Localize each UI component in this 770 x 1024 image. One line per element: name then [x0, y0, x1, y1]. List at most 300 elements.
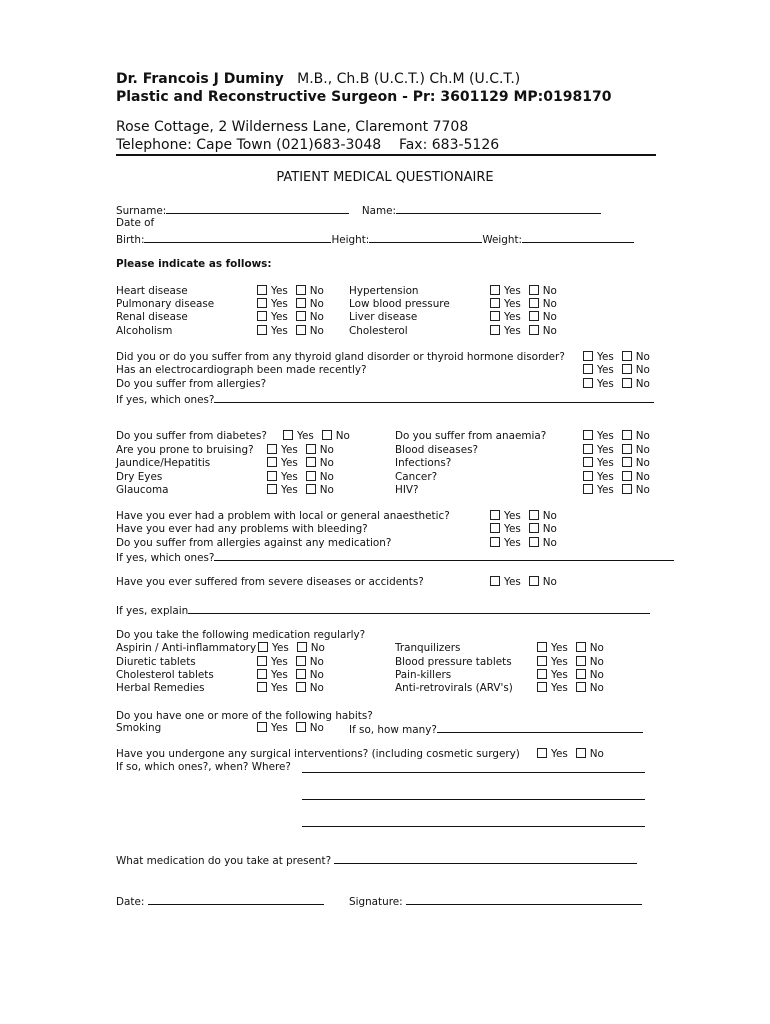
medication-allergy-field[interactable] [214, 550, 674, 561]
question-label: Has an electrocardiograph been made recently? [116, 364, 367, 376]
checkbox-icon[interactable] [576, 656, 586, 666]
checkbox-icon[interactable] [537, 656, 547, 666]
section1-left-1-yes-option[interactable] [257, 298, 288, 311]
address-line: Rose Cottage, 2 Wilderness Lane, Claremont 7708 [116, 119, 469, 135]
section2-2-yes-option[interactable] [583, 378, 614, 391]
contact-line [116, 137, 499, 153]
surgery-followup-row: If so, which ones?, when? Where? [116, 761, 291, 773]
checkbox-icon[interactable] [583, 471, 593, 481]
checkbox-icon[interactable] [267, 484, 277, 494]
section1-right-3-options [490, 325, 557, 338]
checkbox-icon[interactable] [529, 285, 539, 295]
section5-yes-label: Yes [504, 576, 521, 588]
section1-right-2-yes-option[interactable] [490, 311, 521, 324]
medication-label: Herbal Remedies [116, 682, 205, 694]
surgery-line-3[interactable] [302, 816, 645, 827]
section6-left-0-options [258, 642, 325, 655]
section1-left-1-no-label: No [309, 298, 324, 310]
checkbox-icon[interactable] [583, 364, 593, 374]
checkbox-icon[interactable] [267, 471, 277, 481]
checkbox-icon[interactable] [296, 682, 306, 692]
section7-smoking-yes-label: Yes [271, 722, 288, 734]
question-label: Have you ever had a problem with local or general anaesthetic? [116, 510, 450, 522]
checkbox-icon[interactable] [258, 642, 268, 652]
medication-label: Blood pressure tablets [395, 656, 512, 668]
section6-left-2-yes-option[interactable] [257, 669, 288, 682]
section3-left-0-options [283, 430, 350, 443]
checkbox-icon[interactable] [529, 537, 539, 547]
section4-0-yes-option[interactable] [490, 510, 521, 523]
how-many-row [349, 722, 643, 737]
section6-right-2-yes-option[interactable] [537, 669, 568, 682]
checkbox-icon[interactable] [576, 682, 586, 692]
checkbox-icon[interactable] [257, 311, 267, 321]
section6-left-3-yes-label: Yes [271, 682, 288, 694]
medication-label: Aspirin / Anti-inflammatory [116, 642, 257, 654]
checkbox-icon[interactable] [622, 378, 632, 388]
section6-left-2-no-option[interactable] [296, 669, 324, 682]
date-field[interactable] [148, 894, 324, 905]
checkbox-icon[interactable] [296, 285, 306, 295]
section1-left-0-yes-label: Yes [271, 285, 288, 297]
doctor-qualifications: M.B., Ch.B (U.C.T.) Ch.M (U.C.T.) [297, 71, 521, 87]
habits-heading: Do you have one or more of the following habits? [116, 710, 373, 722]
fax: Fax: 683-5126 [398, 137, 500, 153]
checkbox-icon[interactable] [529, 510, 539, 520]
condition-label: Renal disease [116, 311, 188, 323]
section4-0-options [490, 510, 557, 523]
section4-1-no-option[interactable] [529, 523, 557, 536]
section2-1-no-label: No [635, 364, 650, 376]
section1-left-2-no-option[interactable] [296, 311, 324, 324]
condition-label: Hypertension [349, 285, 419, 297]
section3-right-2-yes-label: Yes [597, 457, 614, 469]
section1-left-3-options [257, 325, 324, 338]
checkbox-icon[interactable] [306, 484, 316, 494]
checkbox-icon[interactable] [306, 444, 316, 454]
instructions: Please indicate as follows: [116, 258, 272, 270]
section3-right-2-no-option[interactable] [622, 457, 650, 470]
section4-1-yes-label: Yes [504, 523, 521, 535]
section7-smoking-no-option[interactable] [296, 722, 324, 735]
section3-left-1-yes-label: Yes [281, 444, 298, 456]
checkbox-icon[interactable] [576, 642, 586, 652]
section1-right-3-no-option[interactable] [529, 325, 557, 338]
current-medication-row: What medication do you take at present? [116, 853, 637, 868]
checkbox-icon[interactable] [267, 444, 277, 454]
checkbox-icon[interactable] [583, 430, 593, 440]
section6-left-1-options [257, 656, 324, 669]
section6-left-1-yes-option[interactable] [257, 656, 288, 669]
section1-right-0-yes-label: Yes [504, 285, 521, 297]
section4-1-yes-option[interactable] [490, 523, 521, 536]
section6-left-2-no-label: No [309, 669, 324, 681]
section3-left-0-yes-label: Yes [297, 430, 314, 442]
section6-right-3-no-option[interactable] [576, 682, 604, 695]
section6-right-2-yes-label: Yes [551, 669, 568, 681]
section8-yes-label: Yes [551, 748, 568, 760]
question-label: Do you suffer from allergies? [116, 378, 267, 390]
section6-right-3-yes-option[interactable] [537, 682, 568, 695]
section3-right-1-options [583, 444, 650, 457]
current-medication-field[interactable] [334, 853, 637, 864]
section4-2-yes-label: Yes [504, 537, 521, 549]
section3-right-1-no-label: No [635, 444, 650, 456]
section7-smoking-yes-option[interactable] [257, 722, 288, 735]
checkbox-icon[interactable] [576, 669, 586, 679]
section1-right-1-options [490, 298, 557, 311]
checkbox-icon[interactable] [537, 642, 547, 652]
section3-left-1-no-option[interactable] [306, 444, 334, 457]
section3-right-4-no-option[interactable] [622, 484, 650, 497]
checkbox-icon[interactable] [296, 656, 306, 666]
section3-right-2-options [583, 457, 650, 470]
section3-left-4-options [267, 484, 334, 497]
section3-left-3-options [267, 471, 334, 484]
checkbox-icon[interactable] [296, 722, 306, 732]
condition-label: Liver disease [349, 311, 418, 323]
checkbox-icon[interactable] [257, 656, 267, 666]
section1-left-3-no-label: No [309, 325, 324, 337]
checkbox-icon[interactable] [576, 748, 586, 758]
section3-right-3-no-label: No [635, 471, 650, 483]
section3-right-0-no-option[interactable] [622, 430, 650, 443]
checkbox-icon[interactable] [622, 351, 632, 361]
checkbox-icon[interactable] [490, 510, 500, 520]
section3-right-3-yes-label: Yes [597, 471, 614, 483]
section6-right-0-yes-option[interactable] [537, 642, 568, 655]
medication-label: Pain-killers [395, 669, 452, 681]
checkbox-icon[interactable] [622, 457, 632, 467]
birth-field[interactable] [144, 232, 331, 243]
section1-left-3-no-option[interactable] [296, 325, 324, 338]
allergies-field[interactable] [214, 392, 654, 403]
section1-left-2-yes-option[interactable] [257, 311, 288, 324]
section1-left-0-no-option[interactable] [296, 285, 324, 298]
section3-left-1-yes-option[interactable] [267, 444, 298, 457]
page-title: PATIENT MEDICAL QUESTIONAIRE [276, 170, 494, 185]
section3-right-1-no-option[interactable] [622, 444, 650, 457]
telephone: Telephone: Cape Town (021)683-3048 [116, 137, 382, 153]
checkbox-icon[interactable] [529, 576, 539, 586]
section5-yes-option[interactable] [490, 576, 521, 589]
section1-left-3-yes-option[interactable] [257, 325, 288, 338]
section3-right-3-options [583, 471, 650, 484]
section3-right-1-yes-label: Yes [597, 444, 614, 456]
section1-left-0-no-label: No [309, 285, 324, 297]
checkbox-icon[interactable] [283, 430, 293, 440]
section3-right-2-no-label: No [635, 457, 650, 469]
section5-no-option[interactable] [529, 576, 557, 589]
section3-left-4-yes-option[interactable] [267, 484, 298, 497]
checkbox-icon[interactable] [529, 523, 539, 533]
section3-left-4-no-option[interactable] [306, 484, 334, 497]
section2-1-yes-option[interactable] [583, 364, 614, 377]
how-many-field[interactable] [437, 722, 643, 733]
weight-field[interactable] [522, 232, 634, 243]
section6-left-1-no-option[interactable] [296, 656, 324, 669]
section1-right-2-no-option[interactable] [529, 311, 557, 324]
condition-label: Cholesterol [349, 325, 408, 337]
section3-left-2-no-option[interactable] [306, 457, 334, 470]
section6-right-0-no-option[interactable] [576, 642, 604, 655]
allergies-followup: If yes, which ones? [116, 392, 654, 407]
section4-0-no-option[interactable] [529, 510, 557, 523]
section2-2-no-option[interactable] [622, 378, 650, 391]
section3-right-3-no-option[interactable] [622, 471, 650, 484]
section4-2-no-option[interactable] [529, 537, 557, 550]
condition-label: Do you suffer from anaemia? [395, 430, 547, 442]
checkbox-icon[interactable] [257, 682, 267, 692]
section6-right-2-no-label: No [589, 669, 604, 681]
section6-left-3-no-label: No [309, 682, 324, 694]
checkbox-icon[interactable] [257, 298, 267, 308]
checkbox-icon[interactable] [322, 430, 332, 440]
checkbox-icon[interactable] [490, 537, 500, 547]
section1-left-1-options [257, 298, 324, 311]
checkbox-icon[interactable] [267, 457, 277, 467]
section6-left-1-yes-label: Yes [271, 656, 288, 668]
section6-left-1-no-label: No [309, 656, 324, 668]
section6-right-2-no-option[interactable] [576, 669, 604, 682]
section1-left-0-options [257, 285, 324, 298]
question-label: Do you suffer from allergies against any medication? [116, 537, 392, 549]
checkbox-icon[interactable] [257, 325, 267, 335]
section6-right-0-no-label: No [589, 642, 604, 654]
condition-label: Infections? [395, 457, 452, 469]
checkbox-icon[interactable] [297, 642, 307, 652]
section3-right-0-yes-label: Yes [597, 430, 614, 442]
severe-explain-row: If yes, explain [116, 603, 650, 618]
date-of-label: Date of [116, 217, 155, 229]
section3-left-0-no-option[interactable] [322, 430, 350, 443]
section3-right-1-yes-option[interactable] [583, 444, 614, 457]
condition-label: Do you suffer from diabetes? [116, 430, 267, 442]
checkbox-icon[interactable] [296, 669, 306, 679]
habit-label: Smoking [116, 722, 162, 734]
section6-left-3-options [257, 682, 324, 695]
section1-right-0-no-label: No [542, 285, 557, 297]
question-label: Have you undergone any surgical interventions? (including cosmetic surgery) [116, 748, 520, 760]
section8-options [537, 748, 604, 761]
section6-right-3-yes-label: Yes [551, 682, 568, 694]
surname-row: Surname: Name: [116, 203, 601, 218]
checkbox-icon[interactable] [622, 430, 632, 440]
section4-2-options [490, 537, 557, 550]
section4-2-no-label: No [542, 537, 557, 549]
section4-0-no-label: No [542, 510, 557, 522]
section3-left-0-yes-option[interactable] [283, 430, 314, 443]
section3-right-0-no-label: No [635, 430, 650, 442]
checkbox-icon[interactable] [257, 722, 267, 732]
section1-left-2-no-label: No [309, 311, 324, 323]
date-row: Date: [116, 894, 324, 909]
section1-left-1-yes-label: Yes [271, 298, 288, 310]
surgery-line-1[interactable] [302, 762, 645, 773]
section1-right-3-yes-option[interactable] [490, 325, 521, 338]
section3-right-3-yes-option[interactable] [583, 471, 614, 484]
section5-no-label: No [542, 576, 557, 588]
checkbox-icon[interactable] [529, 311, 539, 321]
section6-left-0-no-option[interactable] [297, 642, 325, 655]
section3-left-0-no-label: No [335, 430, 350, 442]
section6-left-3-yes-option[interactable] [257, 682, 288, 695]
header-rule [116, 154, 656, 156]
specialty-line: Plastic and Reconstructive Surgeon - Pr: 3601129 MP:0198170 [116, 89, 612, 105]
section4-2-yes-option[interactable] [490, 537, 521, 550]
section2-1-yes-label: Yes [597, 364, 614, 376]
section6-left-0-yes-label: Yes [272, 642, 289, 654]
condition-label: HIV? [395, 484, 419, 496]
checkbox-icon[interactable] [306, 471, 316, 481]
section2-2-no-label: No [635, 378, 650, 390]
section1-left-3-yes-label: Yes [271, 325, 288, 337]
checkbox-icon[interactable] [490, 576, 500, 586]
checkbox-icon[interactable] [490, 523, 500, 533]
section3-left-3-no-option[interactable] [306, 471, 334, 484]
checkbox-icon[interactable] [622, 484, 632, 494]
section5-options [490, 576, 557, 589]
section3-left-4-yes-label: Yes [281, 484, 298, 496]
section1-right-3-yes-label: Yes [504, 325, 521, 337]
surname-field[interactable] [166, 203, 349, 214]
checkbox-icon[interactable] [529, 325, 539, 335]
section3-left-3-yes-label: Yes [281, 471, 298, 483]
section8-yes-option[interactable] [537, 748, 568, 761]
section1-right-1-yes-option[interactable] [490, 298, 521, 311]
doctor-name: Dr. Francois J Duminy [116, 71, 284, 87]
question-label: Have you ever suffered from severe diseases or accidents? [116, 576, 424, 588]
section3-right-4-no-label: No [635, 484, 650, 496]
condition-label: Alcoholism [116, 325, 173, 337]
checkbox-icon[interactable] [537, 682, 547, 692]
how-many-label: If so, how many? [349, 724, 437, 736]
doctor-heading [116, 71, 520, 87]
checkbox-icon[interactable] [490, 325, 500, 335]
section6-left-3-no-option[interactable] [296, 682, 324, 695]
checkbox-icon[interactable] [583, 484, 593, 494]
checkbox-icon[interactable] [296, 298, 306, 308]
birth-row: Birth: Height: Weight: [116, 232, 634, 247]
checkbox-icon[interactable] [583, 351, 593, 361]
medication-label: Tranquilizers [395, 642, 461, 654]
checkbox-icon[interactable] [583, 378, 593, 388]
question-label: Have you ever had any problems with bleeding? [116, 523, 368, 535]
checkbox-icon[interactable] [490, 298, 500, 308]
condition-label: Glaucoma [116, 484, 169, 496]
section3-left-4-no-label: No [319, 484, 334, 496]
checkbox-icon[interactable] [537, 748, 547, 758]
section4-1-no-label: No [542, 523, 557, 535]
section1-left-2-yes-label: Yes [271, 311, 288, 323]
section1-right-0-options [490, 285, 557, 298]
section6-right-1-yes-option[interactable] [537, 656, 568, 669]
section1-right-1-no-option[interactable] [529, 298, 557, 311]
section3-left-2-yes-label: Yes [281, 457, 298, 469]
checkbox-icon[interactable] [622, 444, 632, 454]
checkbox-icon[interactable] [257, 669, 267, 679]
section2-0-no-label: No [635, 351, 650, 363]
medication-label: Cholesterol tablets [116, 669, 214, 681]
section2-0-yes-label: Yes [597, 351, 614, 363]
checkbox-icon[interactable] [257, 285, 267, 295]
section6-right-3-no-label: No [589, 682, 604, 694]
section6-right-1-yes-label: Yes [551, 656, 568, 668]
section3-right-2-yes-option[interactable] [583, 457, 614, 470]
name-field[interactable] [396, 203, 601, 214]
section6-right-0-options [537, 642, 604, 655]
checkbox-icon[interactable] [622, 471, 632, 481]
question-label: Did you or do you suffer from any thyroid gland disorder or thyroid hormone disorder? [116, 351, 565, 363]
section6-right-0-yes-label: Yes [551, 642, 568, 654]
checkbox-icon[interactable] [490, 285, 500, 295]
checkbox-icon[interactable] [529, 298, 539, 308]
section6-left-2-yes-label: Yes [271, 669, 288, 681]
medication-allergy-followup: If yes, which ones? [116, 550, 674, 565]
section6-right-1-options [537, 656, 604, 669]
section3-right-4-yes-option[interactable] [583, 484, 614, 497]
section1-right-0-yes-option[interactable] [490, 285, 521, 298]
section3-right-0-yes-option[interactable] [583, 430, 614, 443]
section3-left-2-no-label: No [319, 457, 334, 469]
section8-no-label: No [589, 748, 604, 760]
section2-1-options [583, 364, 650, 377]
condition-label: Are you prone to bruising? [116, 444, 254, 456]
checkbox-icon[interactable] [537, 669, 547, 679]
section1-right-3-no-label: No [542, 325, 557, 337]
condition-label: Blood diseases? [395, 444, 479, 456]
section3-right-4-yes-label: Yes [597, 484, 614, 496]
section2-0-no-option[interactable] [622, 351, 650, 364]
signature-field[interactable] [406, 894, 642, 905]
checkbox-icon[interactable] [583, 444, 593, 454]
section6-left-0-yes-option[interactable] [258, 642, 289, 655]
section3-left-3-yes-option[interactable] [267, 471, 298, 484]
checkbox-icon[interactable] [296, 325, 306, 335]
severe-explain-field[interactable] [188, 603, 650, 614]
checkbox-icon[interactable] [583, 457, 593, 467]
section2-1-no-option[interactable] [622, 364, 650, 377]
checkbox-icon[interactable] [306, 457, 316, 467]
checkbox-icon[interactable] [490, 311, 500, 321]
condition-label: Low blood pressure [349, 298, 450, 310]
checkbox-icon[interactable] [622, 364, 632, 374]
section3-right-0-options [583, 430, 650, 443]
section7-smoking-no-label: No [309, 722, 324, 734]
checkbox-icon[interactable] [296, 311, 306, 321]
section3-left-2-options [267, 457, 334, 470]
section6-right-1-no-option[interactable] [576, 656, 604, 669]
section7-smoking-options [257, 722, 324, 735]
section1-right-1-no-label: No [542, 298, 557, 310]
section3-left-2-yes-option[interactable] [267, 457, 298, 470]
section6-right-2-options [537, 669, 604, 682]
medication-label: Anti-retrovirals (ARV's) [395, 682, 513, 694]
condition-label: Heart disease [116, 285, 188, 297]
section8-no-option[interactable] [576, 748, 604, 761]
section1-left-1-no-option[interactable] [296, 298, 324, 311]
section1-right-2-no-label: No [542, 311, 557, 323]
section6-right-1-no-label: No [589, 656, 604, 668]
surgery-line-2[interactable] [302, 789, 645, 800]
medication-heading: Do you take the following medication regularly? [116, 629, 366, 641]
section1-right-0-no-option[interactable] [529, 285, 557, 298]
height-field[interactable] [369, 232, 482, 243]
section1-right-2-yes-label: Yes [504, 311, 521, 323]
section1-left-0-yes-option[interactable] [257, 285, 288, 298]
section3-right-4-options [583, 484, 650, 497]
section2-0-yes-option[interactable] [583, 351, 614, 364]
